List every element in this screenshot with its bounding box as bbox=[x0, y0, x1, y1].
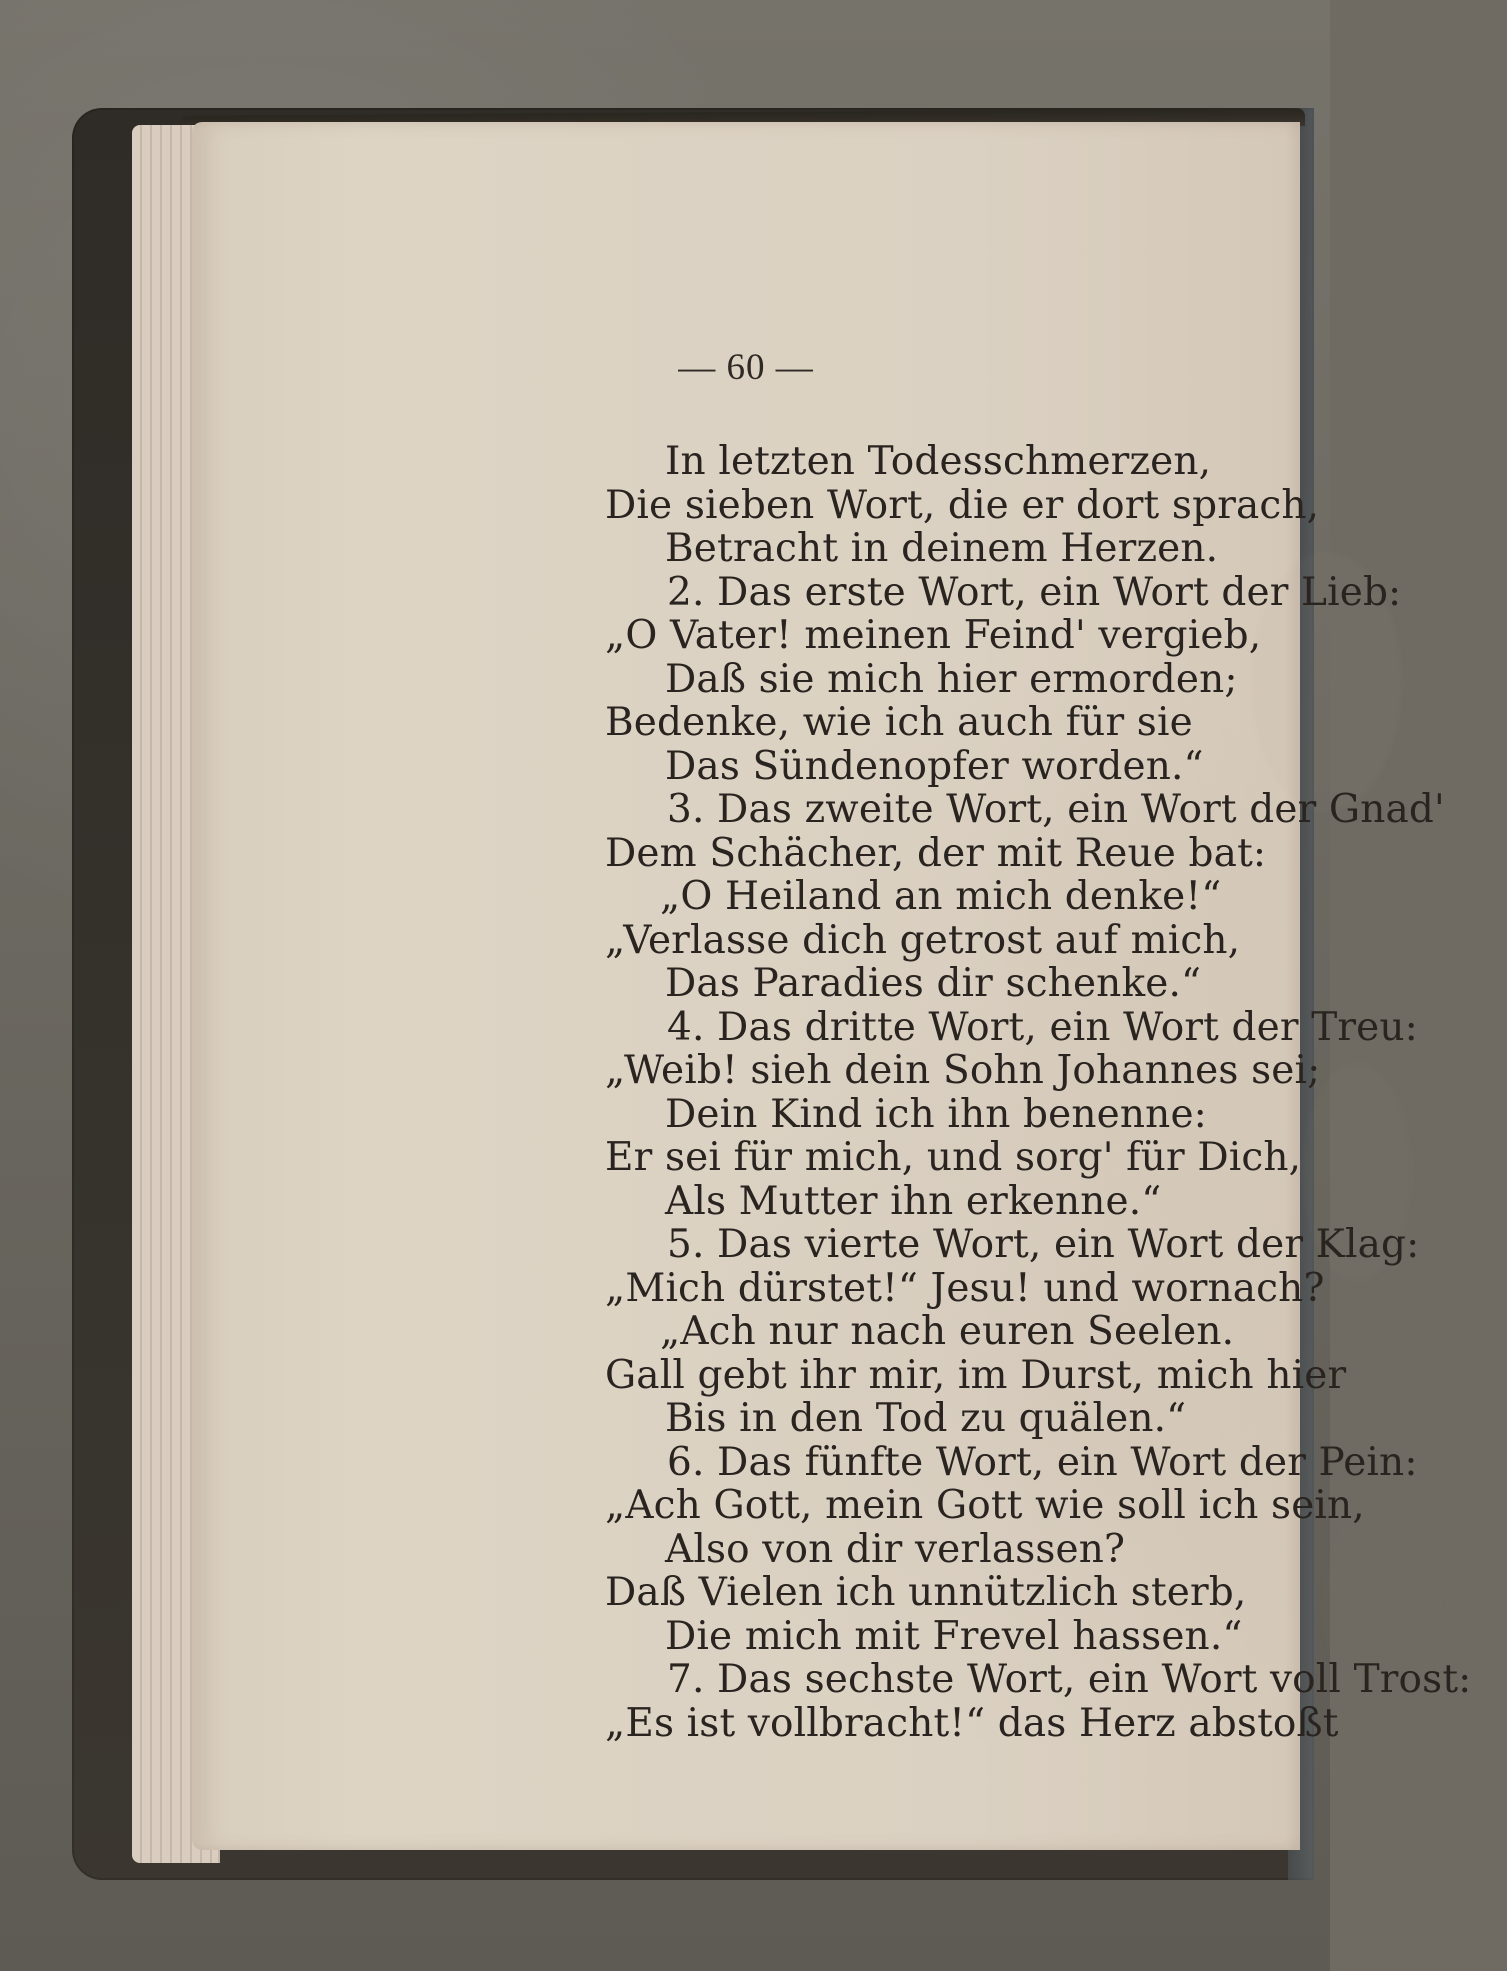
poem-line: „Ach Gott, mein Gott wie soll ich sein, bbox=[605, 1483, 1365, 1528]
poem-line: Daß Vielen ich unnützlich sterb, bbox=[605, 1570, 1247, 1615]
poem-line: 6. Das fünfte Wort, ein Wort der Pein: bbox=[667, 1439, 1418, 1485]
poem-line: Also von dir verlassen? bbox=[665, 1526, 1126, 1572]
poem-line: Dem Schächer, der mit Reue bat: bbox=[605, 830, 1267, 876]
poem-line: Die sieben Wort, die er dort sprach, bbox=[605, 482, 1320, 528]
poem-line: „Ach nur nach euren Seelen. bbox=[660, 1309, 1235, 1354]
poem-line: Bis in den Tod zu quälen.“ bbox=[665, 1396, 1187, 1441]
poem-text bbox=[605, 439, 1472, 1746]
poem-line: Gall gebt ihr mir, im Durst, mich hier bbox=[605, 1352, 1347, 1398]
poem-line: Er sei für mich, und sorg' für Dich, bbox=[605, 1135, 1302, 1180]
poem-line: Das Paradies dir schenke.“ bbox=[665, 961, 1202, 1006]
poem-line: Betracht in deinem Herzen. bbox=[665, 526, 1219, 571]
poem-line: Das Sündenopfer worden.“ bbox=[665, 743, 1204, 789]
poem-line: Dein Kind ich ihn benenne: bbox=[665, 1091, 1207, 1137]
poem-line: „Verlasse dich getrost auf mich, bbox=[605, 917, 1241, 963]
poem-line: 2. Das erste Wort, ein Wort der Lieb: bbox=[667, 569, 1402, 615]
poem-line: „O Heiland an mich denke!“ bbox=[660, 874, 1222, 919]
book-page bbox=[192, 122, 1472, 1850]
poem-line: Als Mutter ihn erkenne.“ bbox=[665, 1178, 1162, 1224]
poem-line: „Mich dürstet!“ Jesu! und wornach? bbox=[605, 1265, 1325, 1311]
poem-line: „Es ist vollbracht!“ das Herz abstoßt bbox=[605, 1700, 1339, 1746]
poem-line: 4. Das dritte Wort, ein Wort der Treu: bbox=[667, 1004, 1418, 1050]
poem-line: 5. Das vierte Wort, ein Wort der Klag: bbox=[667, 1222, 1420, 1267]
poem-line: 3. Das zweite Wort, ein Wort der Gnad' bbox=[667, 787, 1445, 832]
page-number: — 60 — bbox=[678, 347, 814, 388]
poem-line: 7. Das sechste Wort, ein Wort voll Trost: bbox=[667, 1657, 1472, 1702]
poem-line: Bedenke, wie ich auch für sie bbox=[605, 700, 1193, 745]
poem-line: „Weib! sieh dein Sohn Johannes sei; bbox=[605, 1048, 1321, 1093]
poem-line: „O Vater! meinen Feind' vergieb, bbox=[605, 613, 1262, 658]
poem-line: Daß sie mich hier ermorden; bbox=[665, 656, 1238, 702]
poem-line: In letzten Todesschmerzen, bbox=[665, 439, 1212, 484]
poem-line: Die mich mit Frevel hassen.“ bbox=[665, 1613, 1243, 1659]
